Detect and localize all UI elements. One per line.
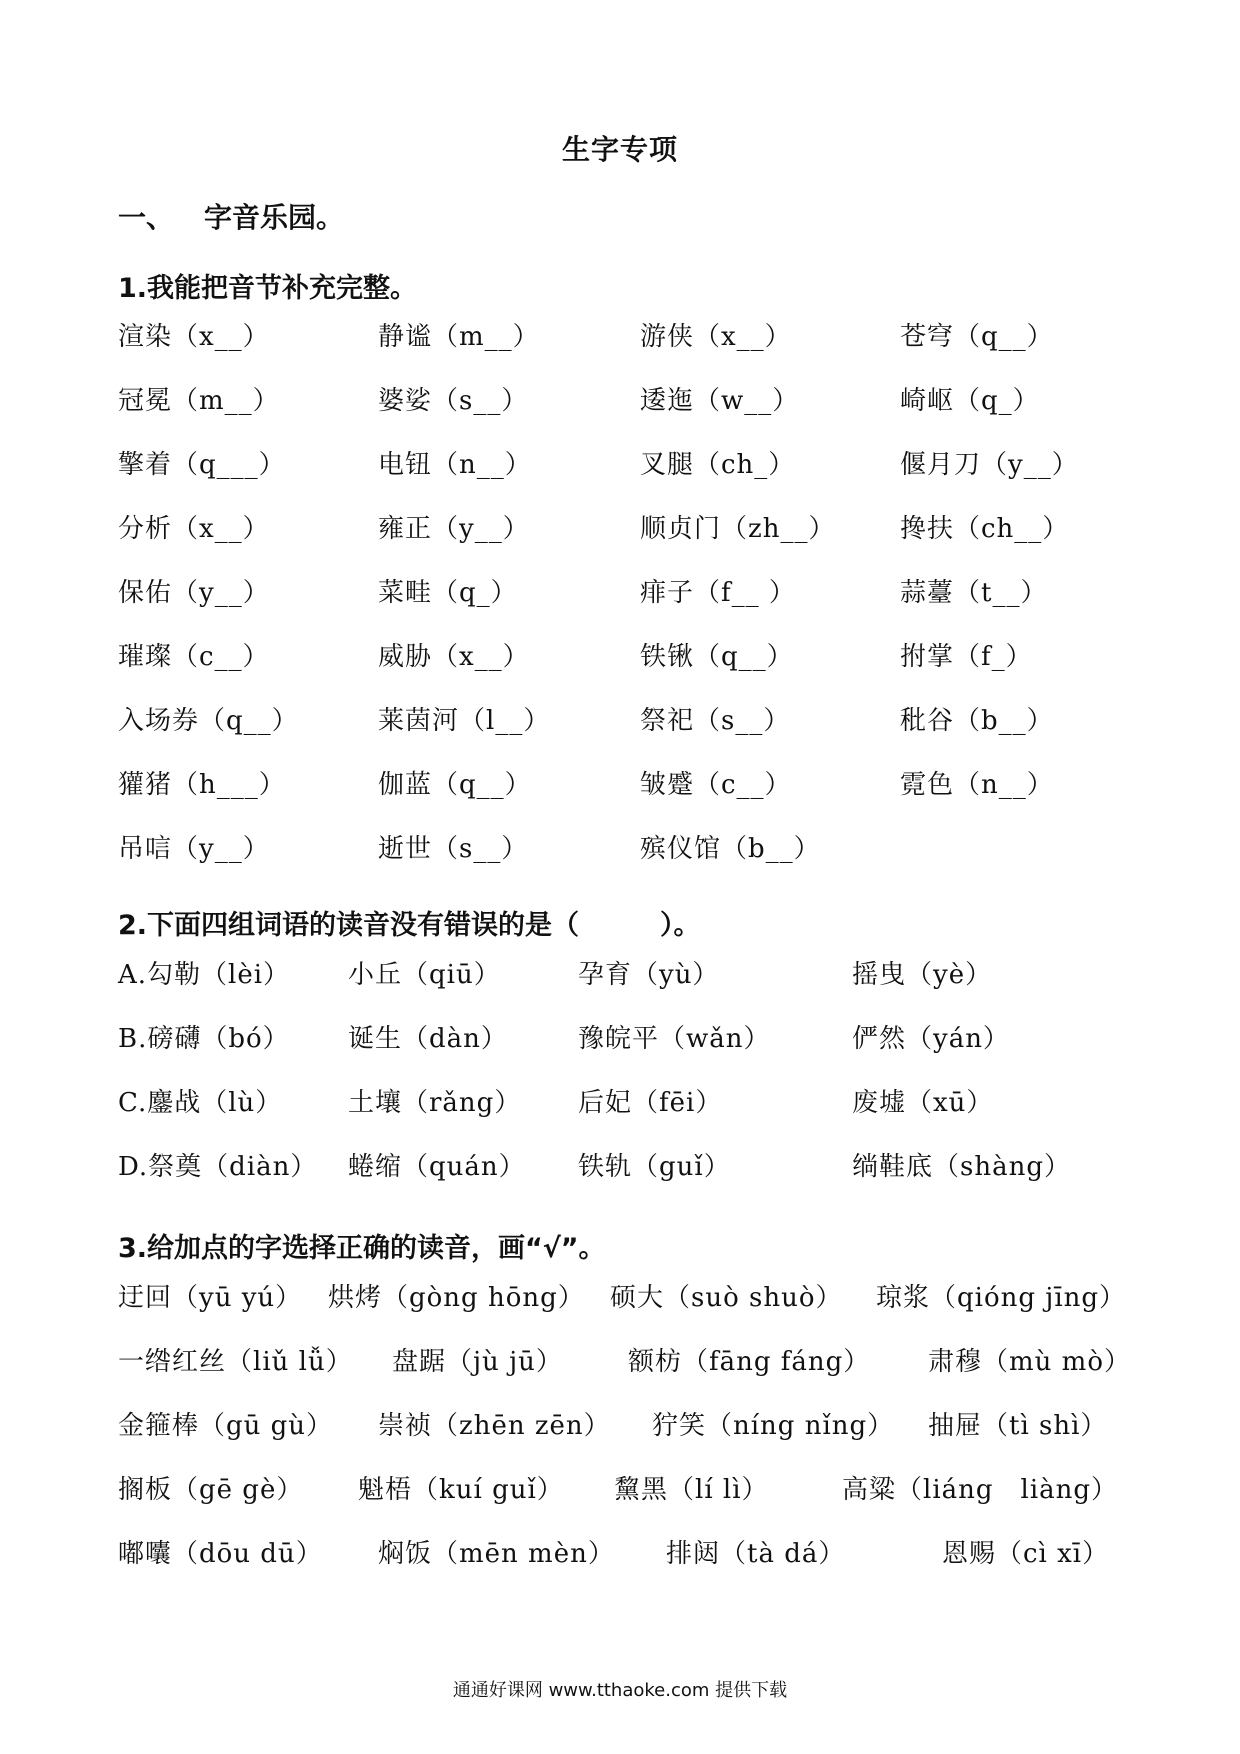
q1-item: 搀扶（ch__） — [900, 514, 1070, 544]
q3-item: 排闼（tà dá） — [666, 1539, 846, 1569]
q3-item: 崇祯（zhēn zēn） — [378, 1411, 611, 1441]
q1-item: 擎着（q___） — [118, 450, 286, 480]
q3-item: 硕大（suò shuò） — [610, 1283, 843, 1313]
q1-row — [0, 445, 1240, 491]
q2-item: 绱鞋底（shàng） — [852, 1152, 1071, 1182]
q2-item: 蜷缩（quán） — [348, 1152, 526, 1182]
q1-item: 铁锹（q__） — [640, 642, 794, 672]
q2-item: B.磅礴（bó） — [118, 1024, 290, 1054]
q1-item: 分析（x__） — [118, 514, 270, 544]
q3-item: 黧黑（lí lì） — [614, 1475, 769, 1505]
section-title: 字音乐园。 — [204, 201, 345, 234]
q1-item: 殡仪馆（b__） — [640, 834, 821, 864]
q1-row — [0, 701, 1240, 747]
q1-item: 威胁（x__） — [378, 642, 530, 672]
q2-item: 诞生（dàn） — [348, 1024, 508, 1054]
section-heading — [118, 196, 344, 236]
question-2-title: 2.下面四组词语的读音没有错误的是（ ）。 — [118, 910, 701, 941]
q1-item: 獾猪（h___） — [118, 770, 286, 800]
q1-row — [0, 765, 1240, 811]
q1-row — [0, 317, 1240, 363]
q3-item: 焖饭（mēn mèn） — [378, 1539, 615, 1569]
q1-item: 璀璨（c__） — [118, 642, 270, 672]
q3-item: 抽屉（tì shì） — [928, 1411, 1108, 1441]
footer-source: 通通好课网 www.tthaoke.com 提供下载 — [452, 1680, 788, 1701]
q3-item: 魁梧（kuí guǐ） — [358, 1475, 564, 1505]
question-1-title: 1.我能把音节补充完整。 — [118, 273, 418, 304]
q1-item: 顺贞门（zh__） — [640, 514, 836, 544]
q3-item: 恩赐（cì xī） — [942, 1539, 1110, 1569]
q1-row — [0, 509, 1240, 555]
q3-item: 一绺红丝（liǔ lǚ） — [118, 1347, 353, 1377]
q3-item: 搁板（gē gè） — [118, 1475, 304, 1505]
q2-item: 铁轨（guǐ） — [578, 1152, 731, 1182]
q3-item: 肃穆（mù mò） — [928, 1347, 1131, 1377]
q1-item: 秕谷（b__） — [900, 706, 1054, 736]
q3-item: 额枋（fāng fáng） — [628, 1347, 871, 1377]
q1-item: 吊唁（y__） — [118, 834, 270, 864]
q2-item: 小丘（qiū） — [348, 960, 501, 990]
q2-item: 摇曳（yè） — [852, 960, 993, 990]
q2-item: 孕育（yù） — [578, 960, 720, 990]
q1-item: 蒜薹（t__） — [900, 578, 1048, 608]
q1-item: 冠冕（m__） — [118, 386, 280, 416]
q1-item: 入场券（q__） — [118, 706, 299, 736]
q2-item: 土壤（rǎng） — [348, 1088, 522, 1118]
q1-item: 痱子（f__ ） — [640, 578, 796, 608]
q1-item: 偃月刀（y__） — [900, 450, 1079, 480]
section-number: 一、 — [118, 201, 175, 234]
q1-item: 莱茵河（l__） — [378, 706, 551, 736]
q2-item: 豫皖平（wǎn） — [578, 1024, 771, 1054]
q1-row — [0, 381, 1240, 427]
q3-item: 狞笑（níng nǐng） — [652, 1411, 895, 1441]
q3-item: 迂回（yū yú） — [118, 1283, 303, 1313]
q2-item: A.勾勒（lèi） — [118, 960, 291, 990]
q2-option-row — [0, 1147, 1240, 1193]
q2-item: D.祭奠（diàn） — [118, 1152, 318, 1182]
q3-item: 盘踞（jù jū） — [392, 1347, 563, 1377]
q2-item: 俨然（yán） — [852, 1024, 1010, 1054]
q3-row — [0, 1470, 1240, 1516]
q1-item: 霓色（n__） — [900, 770, 1054, 800]
q1-item: 渲染（x__） — [118, 322, 270, 352]
q1-item: 保佑（y__） — [118, 578, 270, 608]
q1-item: 逝世（s__） — [378, 834, 529, 864]
q1-row — [0, 637, 1240, 683]
q2-option-row — [0, 955, 1240, 1001]
q2-item: 废墟（xū） — [852, 1088, 994, 1118]
q3-row — [0, 1534, 1240, 1580]
question-3-title: 3.给加点的字选择正确的读音，画“√”。 — [118, 1233, 606, 1264]
q2-option-row — [0, 1083, 1240, 1129]
q2-item: C.鏖战（lù） — [118, 1088, 283, 1118]
q3-item: 高粱（liáng liàng） — [842, 1475, 1119, 1505]
q1-item: 皱蹙（c__） — [640, 770, 792, 800]
q1-item: 婆娑（s__） — [378, 386, 529, 416]
q1-item: 伽蓝（q__） — [378, 770, 532, 800]
q1-item: 逶迤（w__） — [640, 386, 800, 416]
q1-item: 电钮（n__） — [378, 450, 532, 480]
q3-item: 烘烤（gòng hōng） — [328, 1283, 585, 1313]
q3-row — [0, 1342, 1240, 1388]
page-title: 生字专项 — [561, 133, 678, 166]
q2-item: 后妃（fēi） — [578, 1088, 723, 1118]
q1-item: 游侠（x__） — [640, 322, 792, 352]
q1-item: 雍正（y__） — [378, 514, 530, 544]
q1-item: 苍穹（q__） — [900, 322, 1054, 352]
q1-item: 菜畦（q_） — [378, 578, 518, 608]
q1-item: 崎岖（q_） — [900, 386, 1040, 416]
q1-row — [0, 829, 1240, 875]
q1-item: 祭祀（s__） — [640, 706, 791, 736]
q1-item: 静谧（m__） — [378, 322, 540, 352]
q1-row — [0, 573, 1240, 619]
q1-item: 拊掌（f_） — [900, 642, 1033, 672]
q3-item: 琼浆（qióng jīng） — [876, 1283, 1127, 1313]
q3-item: 金箍棒（gū gù） — [118, 1411, 334, 1441]
q3-item: 嘟囔（dōu dū） — [118, 1539, 323, 1569]
q2-option-row — [0, 1019, 1240, 1065]
q1-item: 叉腿（ch_） — [640, 450, 796, 480]
q3-row — [0, 1278, 1240, 1324]
q3-row — [0, 1406, 1240, 1452]
